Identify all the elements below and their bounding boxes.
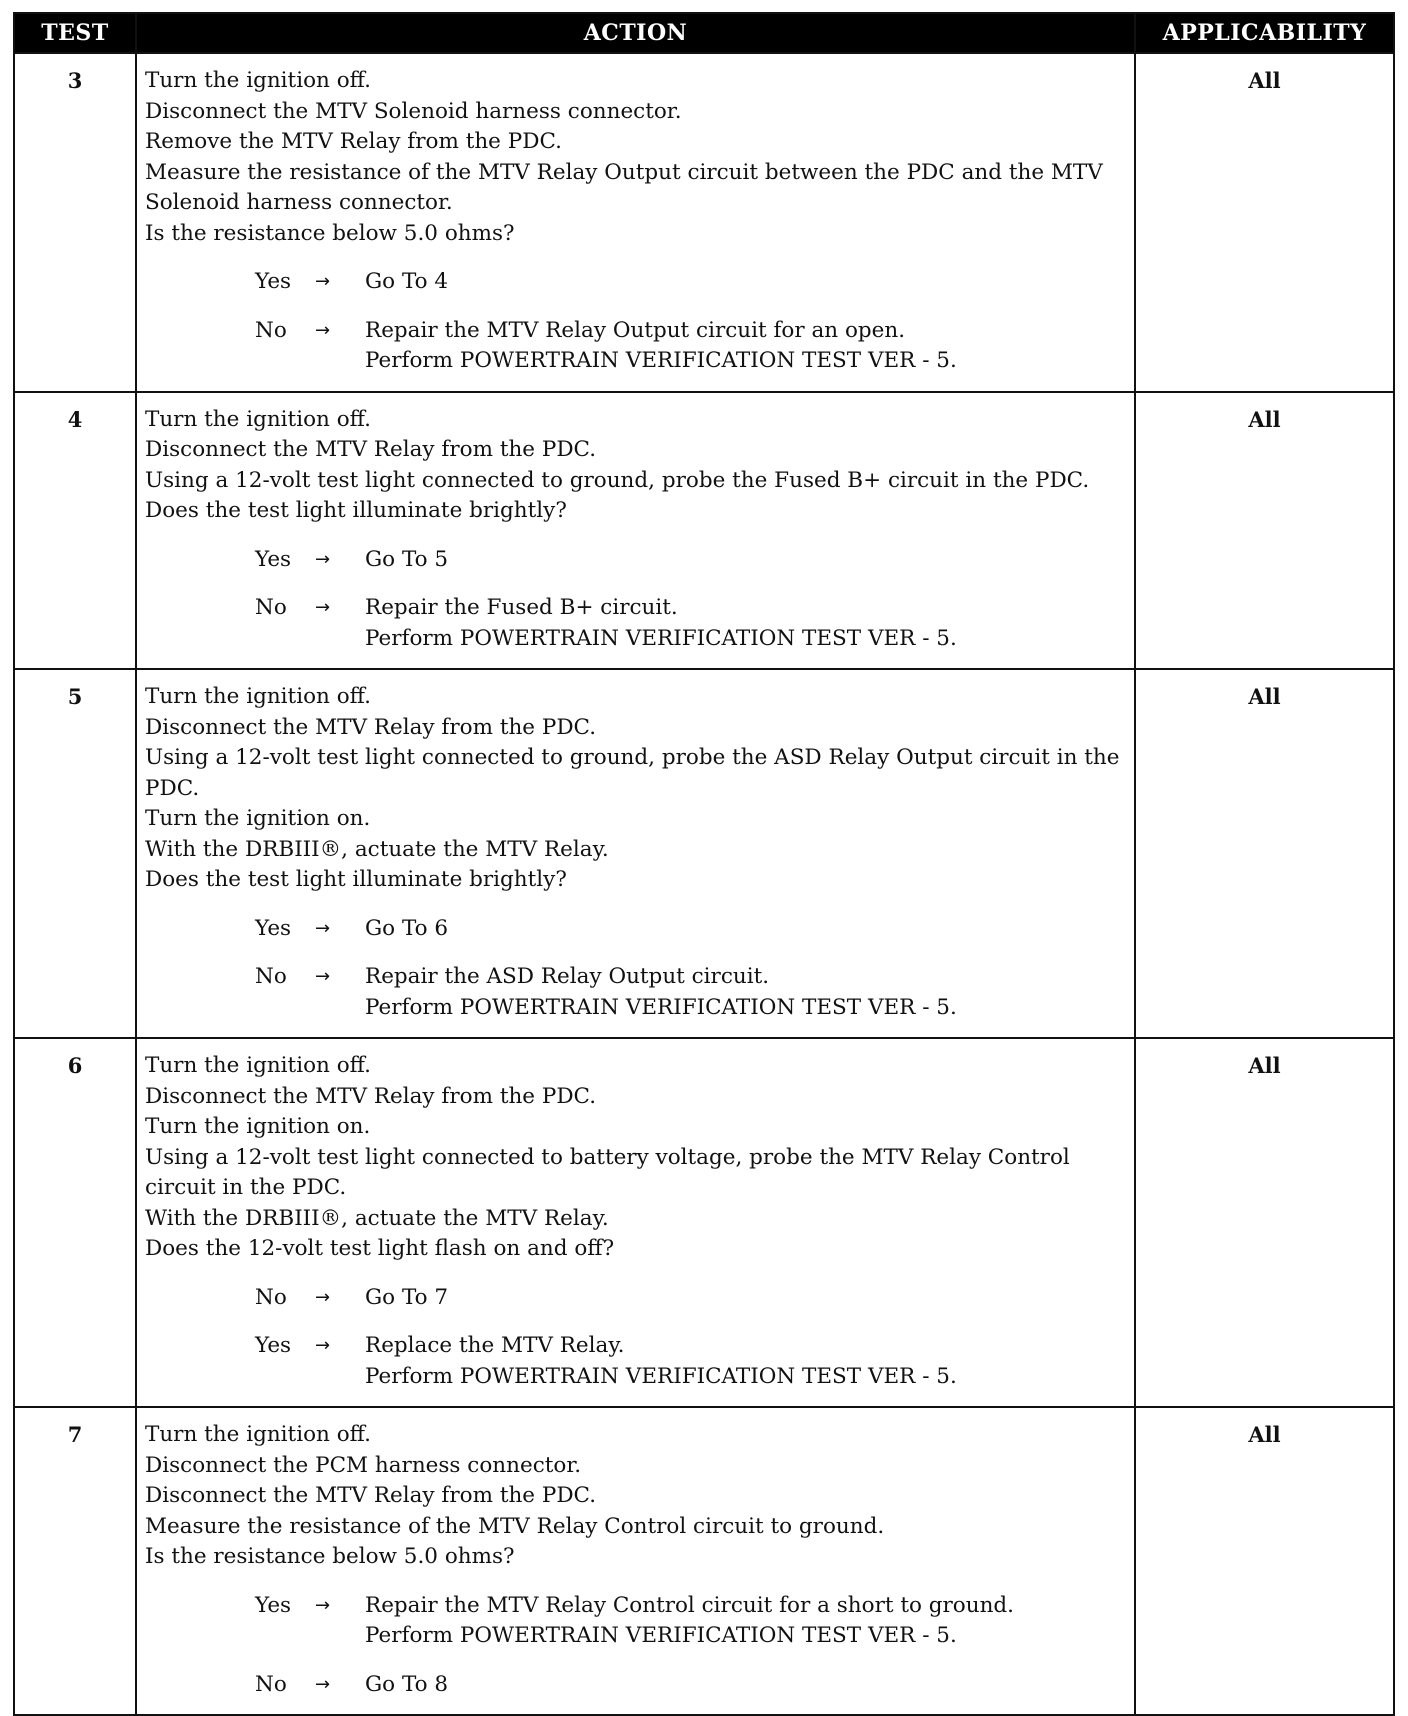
applicability-value: All (1135, 392, 1394, 670)
diagnostic-procedure-page (13, 12, 1395, 1716)
answer-result-line: Perform POWERTRAIN VERIFICATION TEST VER - 5. (365, 348, 957, 373)
answer-result-line: Go To 6 (365, 915, 449, 941)
test-action-cell (136, 669, 1135, 1038)
right-arrow-icon: → (315, 1594, 331, 1616)
action-step: Does the test light illuminate brightly? (145, 498, 567, 523)
action-step: Measure the resistance of the MTV Relay Control circuit to ground. (145, 1513, 885, 1539)
answer-result-line: Perform POWERTRAIN VERIFICATION TEST VER - 5. (365, 1623, 957, 1648)
right-arrow-icon: → (315, 1335, 331, 1356)
test-number: 3 (14, 53, 136, 392)
answer-result-line: Go To 7 (365, 1284, 449, 1310)
action-step: Measure the resistance of the MTV Relay Output circuit between the PDC and the MTV Solenoid harness connector. (145, 159, 1103, 215)
table-header-row (14, 13, 1394, 53)
action-step: Remove the MTV Relay from the PDC. (145, 129, 562, 154)
action-step: Using a 12-volt test light connected to battery voltage, probe the MTV Relay Control circuit in the PDC. (145, 1144, 1070, 1200)
answer-branch (255, 545, 1126, 576)
answer-branches (255, 545, 1126, 655)
answer-result (365, 545, 1126, 576)
action-step: Disconnect the MTV Relay from the PDC. (145, 1083, 597, 1109)
right-arrow-icon: → (315, 319, 331, 341)
answer-label: Yes (255, 915, 292, 941)
answer-label: Yes (255, 269, 292, 294)
answer-result (365, 316, 1126, 377)
table-row (14, 1038, 1394, 1407)
table-row (14, 53, 1394, 392)
answer-label: No (255, 964, 287, 989)
applicability-value: All (1135, 1038, 1394, 1407)
action-step: Disconnect the MTV Relay from the PDC. (145, 1483, 597, 1508)
answer-result (365, 914, 1126, 945)
answer-result-line: Go To 8 (365, 1671, 449, 1697)
answer-result (365, 593, 1126, 654)
answer-result-line: Repair the ASD Relay Output circuit. (365, 964, 770, 989)
right-arrow-icon: → (315, 548, 331, 570)
answer-label: Yes (255, 546, 292, 572)
action-step: Turn the ignition off. (145, 1422, 371, 1447)
right-arrow-icon: → (315, 1673, 331, 1695)
right-arrow-icon: → (315, 271, 331, 292)
applicability-value: All (1135, 1407, 1394, 1715)
action-step: Disconnect the MTV Relay from the PDC. (145, 714, 597, 740)
right-arrow-icon: → (315, 597, 331, 618)
action-step: Using a 12-volt test light connected to ground, probe the ASD Relay Output circuit in the PDC. (145, 745, 1120, 801)
answer-result-line: Repair the Fused B+ circuit. (365, 595, 678, 620)
test-action-cell (136, 1407, 1135, 1715)
answer-label: Yes (255, 1333, 292, 1358)
answer-result (365, 267, 1126, 298)
answer-result-line: Replace the MTV Relay. (365, 1333, 625, 1358)
test-number: 5 (14, 669, 136, 1038)
answer-label: No (255, 1671, 287, 1697)
action-step: Disconnect the PCM harness connector. (145, 1452, 582, 1478)
action-step: Does the test light illuminate brightly? (145, 867, 567, 892)
answer-branches (255, 267, 1126, 377)
test-number: 7 (14, 1407, 136, 1715)
action-step: Turn the ignition on. (145, 1114, 371, 1139)
answer-result-line: Go To 5 (365, 546, 449, 572)
answer-result (365, 1591, 1126, 1652)
test-number: 4 (14, 392, 136, 670)
answer-branches (255, 914, 1126, 1024)
answer-branches (255, 1283, 1126, 1393)
header-test: TEST (14, 13, 136, 53)
action-step: Turn the ignition on. (145, 806, 371, 831)
answer-label: No (255, 1284, 287, 1310)
test-number: 6 (14, 1038, 136, 1407)
answer-result (365, 1670, 1126, 1701)
table-body (14, 53, 1394, 1715)
table-row (14, 1407, 1394, 1715)
header-applicability: APPLICABILITY (1135, 13, 1394, 53)
answer-label: No (255, 317, 287, 343)
applicability-value: All (1135, 669, 1394, 1038)
answer-branch (255, 914, 1126, 945)
action-step: Turn the ignition off. (145, 406, 371, 432)
answer-result-line: Repair the MTV Relay Control circuit for a short to ground. (365, 1592, 1015, 1618)
answer-branch (255, 1283, 1126, 1314)
answer-branch (255, 1591, 1126, 1652)
action-step: With the DRBIII®, actuate the MTV Relay. (145, 1205, 609, 1231)
right-arrow-icon: → (315, 966, 331, 987)
test-action-cell (136, 53, 1135, 392)
answer-result (365, 1283, 1126, 1314)
answer-result-line: Perform POWERTRAIN VERIFICATION TEST VER - 5. (365, 994, 957, 1020)
answer-branch (255, 1331, 1126, 1392)
table-row (14, 669, 1394, 1038)
action-step: Is the resistance below 5.0 ohms? (145, 220, 515, 246)
answer-result-line: Perform POWERTRAIN VERIFICATION TEST VER - 5. (365, 1363, 957, 1389)
answer-result (365, 962, 1126, 1023)
test-action-cell (136, 1038, 1135, 1407)
action-step: Turn the ignition off. (145, 1053, 371, 1078)
answer-result-line: Repair the MTV Relay Output circuit for an open. (365, 317, 906, 343)
answer-branch (255, 1670, 1126, 1701)
answer-branch (255, 593, 1126, 654)
right-arrow-icon: → (315, 1286, 331, 1308)
action-step: Does the 12-volt test light flash on and off? (145, 1236, 615, 1261)
action-step: Turn the ignition off. (145, 68, 371, 93)
action-step: Disconnect the MTV Relay from the PDC. (145, 437, 597, 462)
action-step: Is the resistance below 5.0 ohms? (145, 1544, 515, 1569)
right-arrow-icon: → (315, 917, 331, 939)
action-step: Turn the ignition off. (145, 684, 371, 709)
answer-label: No (255, 595, 287, 620)
action-step: Disconnect the MTV Solenoid harness connector. (145, 98, 682, 124)
action-step: Using a 12-volt test light connected to ground, probe the Fused B+ circuit in the PDC. (145, 467, 1090, 493)
header-action: ACTION (136, 13, 1135, 53)
answer-branch (255, 267, 1126, 298)
answer-branches (255, 1591, 1126, 1701)
action-step: With the DRBIII®, actuate the MTV Relay. (145, 836, 609, 862)
answer-label: Yes (255, 1592, 292, 1618)
test-action-cell (136, 392, 1135, 670)
applicability-value: All (1135, 53, 1394, 392)
answer-result-line: Perform POWERTRAIN VERIFICATION TEST VER - 5. (365, 625, 957, 651)
answer-branch (255, 962, 1126, 1023)
table-row (14, 392, 1394, 670)
answer-branch (255, 316, 1126, 377)
answer-result (365, 1331, 1126, 1392)
diagnostic-test-table (13, 12, 1395, 1716)
answer-result-line: Go To 4 (365, 269, 449, 294)
